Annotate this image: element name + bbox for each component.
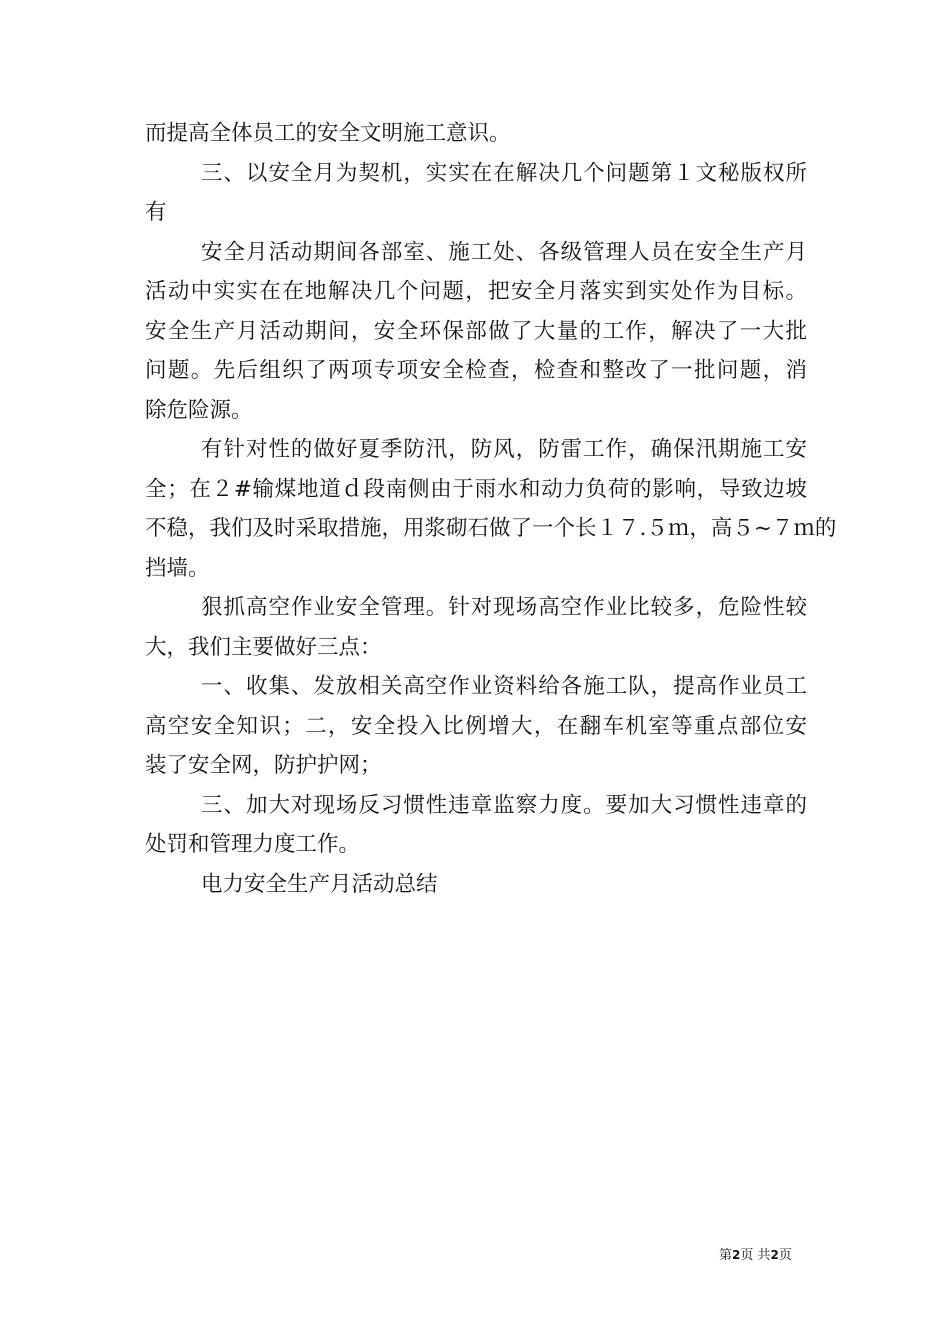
page-footer [719, 1247, 792, 1264]
text-line: 安全生产月活动期间，安全环保部做了大量的工作，解决了一大批 [145, 318, 807, 344]
paragraph-6 [145, 667, 807, 786]
text-line: 一、收集、发放相关高空作业资料给各施工队，提高作业员工 [201, 674, 807, 699]
text-line: 狠抓高空作业安全管理。针对现场高空作业比较多，危险性较 [201, 595, 807, 620]
document-body [145, 114, 837, 904]
text-line: 三、以安全月为契机，实实在在解决几个问题第１文秘版权所 [201, 160, 807, 186]
paragraph-8 [145, 865, 807, 905]
text-line: 有针对性的做好夏季防汛，防风，防雷工作，确保汛期施工安 [201, 437, 807, 462]
footer-suffix: 页 [778, 1248, 792, 1263]
paragraph-7 [145, 786, 807, 865]
text-line: 安全月活动期间各部室、施工处、各级管理人员在安全生产月 [201, 239, 807, 265]
text-line: 不稳，我们及时采取措施，用浆砌石做了一个长１７.５ｍ，高５~７ｍ的 [145, 516, 837, 541]
paragraph-2 [145, 154, 807, 233]
paragraph-3 [145, 233, 807, 431]
text-line: 活动中实实在在地解决几个问题，把安全月落实到实处作为目标。 [145, 279, 807, 304]
footer-middle: 页 共 [740, 1248, 771, 1263]
text-line: 全；在２#输煤地道ｄ段南侧由于雨水和动力负荷的影响，导致边坡 [145, 476, 807, 502]
text-line: 电力安全生产月活动总结 [201, 871, 438, 897]
text-line: 而提高全体员工的安全文明施工意识。 [145, 121, 511, 146]
footer-prefix: 第 [719, 1248, 733, 1263]
paragraph-5 [145, 588, 807, 667]
paragraph-1 [145, 114, 807, 154]
text-line: 三、加大对现场反习惯性违章监察力度。要加大习惯性违章的 [201, 792, 807, 818]
total-pages-number: 2 [770, 1248, 779, 1262]
text-line: 大，我们主要做好三点： [145, 634, 382, 660]
text-line: 高空安全知识；二，安全投入比例增大，在翻车机室等重点部位安 [145, 713, 807, 739]
text-line: 装了安全网，防护护网； [145, 753, 382, 778]
text-line: 除危险源。 [145, 397, 253, 423]
text-line: 有 [145, 200, 167, 225]
current-page-number: 2 [732, 1248, 741, 1262]
text-line: 问题。先后组织了两项专项安全检查，检查和整改了一批问题，消 [145, 358, 807, 383]
paragraph-4 [145, 430, 837, 588]
text-line: 处罚和管理力度工作。 [145, 832, 361, 857]
text-line: 挡墙。 [145, 555, 210, 581]
